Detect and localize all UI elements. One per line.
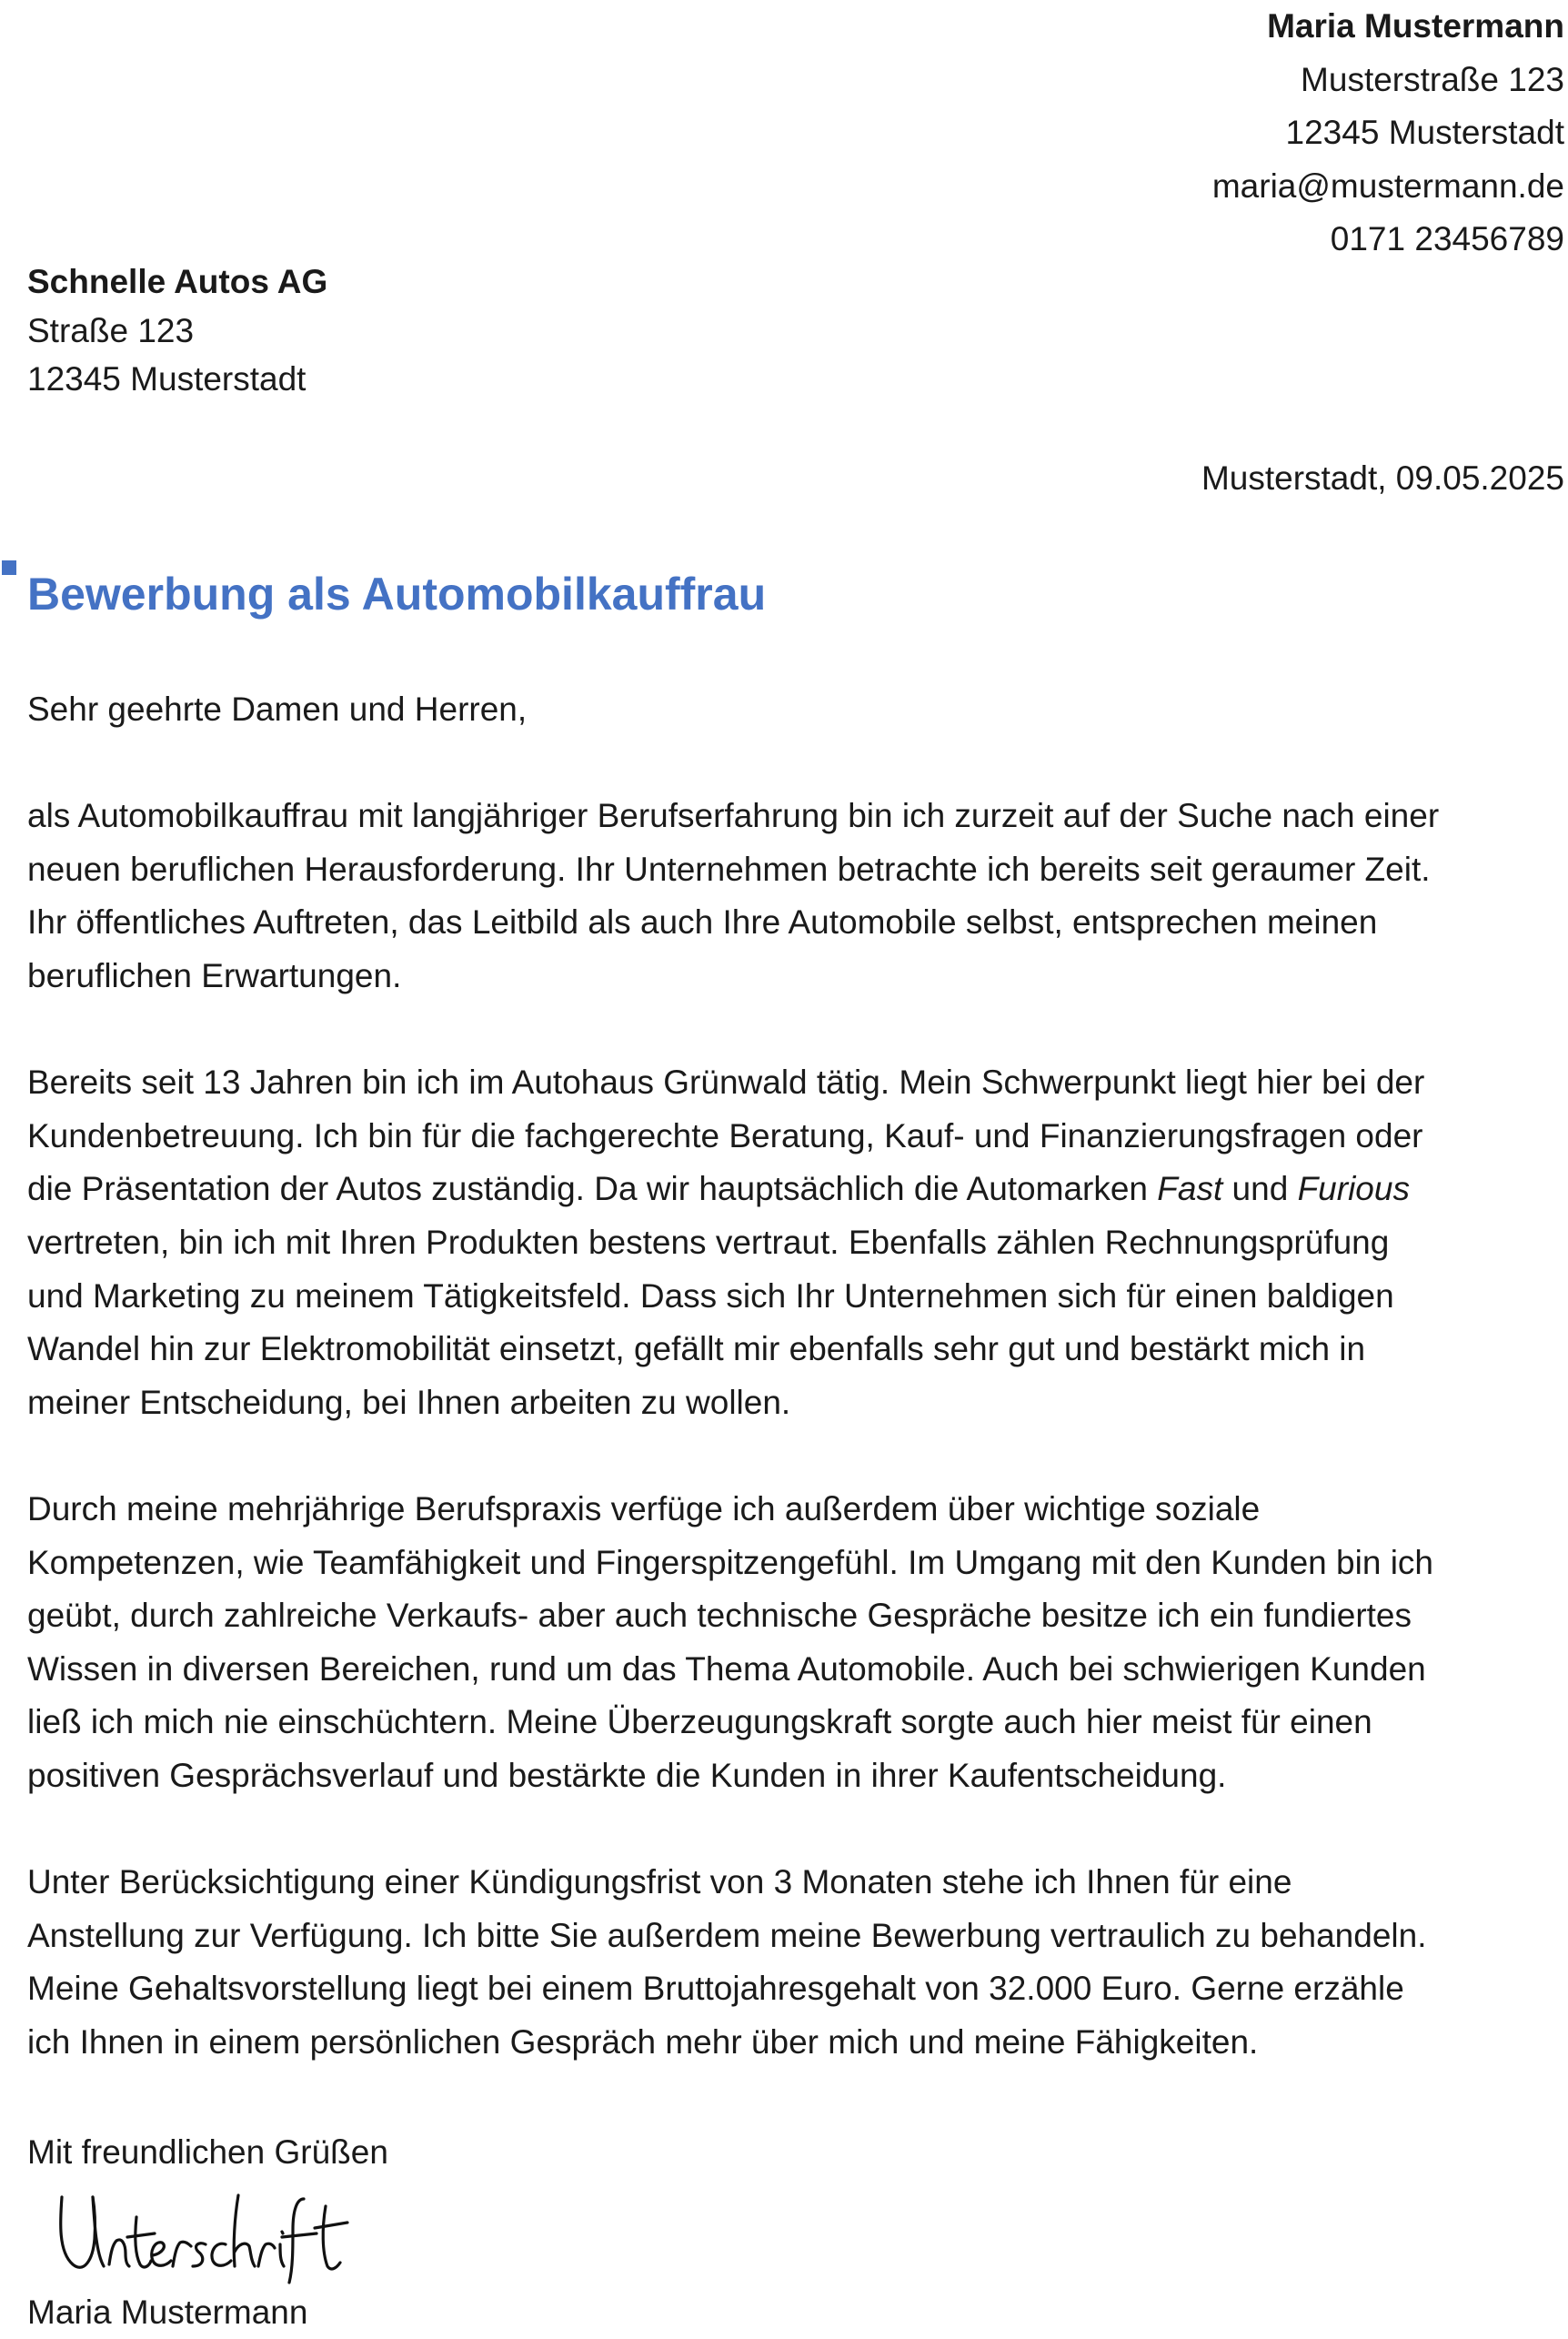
closing: Mit freundlichen Grüßen [27, 2133, 388, 2171]
recipient-address-block [27, 257, 327, 404]
body-line: Durch meine mehrjährige Berufspraxis verfüge ich außerdem über wichtige soziale [27, 1489, 1261, 1527]
body-line: beruflichen Erwartungen. [27, 956, 402, 994]
body-line: Unter Berücksichtigung einer Kündigungsfrist von 3 Monaten stehe ich Ihnen für eine [27, 1863, 1292, 1901]
body-line: meiner Entscheidung, bei Ihnen arbeiten zu wollen. [27, 1383, 791, 1421]
body-line: Kompetenzen, wie Teamfähigkeit und Fingerspitzengefühl. Im Umgang mit den Kunden bin ich [27, 1543, 1433, 1581]
body-line: Ihr öffentliches Auftreten, das Leitbild als auch Ihre Automobile selbst, entsprechen meinen [27, 903, 1378, 942]
sender-phone: 0171 23456789 [1330, 220, 1564, 257]
body-line: neuen beruflichen Herausforderung. Ihr Unternehmen betrachte ich bereits seit geraumer Zeit. [27, 850, 1431, 888]
letter-body [27, 683, 1566, 2122]
recipient-street: Straße 123 [27, 311, 195, 349]
recipient-company: Schnelle Autos AG [27, 263, 328, 300]
body-line: Wissen in diversen Bereichen, rund um das Thema Automobile. Auch bei schwierigen Kunden [27, 1649, 1426, 1688]
body-line: Bereits seit 13 Jahren bin ich im Autohaus Grünwald tätig. Mein Schwerpunkt liegt hier bei der [27, 1064, 1425, 1102]
subject-block [27, 557, 766, 631]
paragraph-availability [27, 1856, 1566, 2069]
brand-name-furious: Furious [1297, 1170, 1410, 1208]
body-line: Wandel hin zur Elektromobilität einsetzt, gefällt mir ebenfalls sehr gut und bestärkt mich in [27, 1330, 1366, 1368]
handwritten-signature [53, 2181, 362, 2290]
letter-date: Musterstadt, 09.05.2025 [1201, 459, 1564, 497]
body-line: ließ ich mich nie einschüchtern. Meine Überzeugungskraft sorgte auch hier meist für einen [27, 1703, 1372, 1741]
body-line: Meine Gehaltsvorstellung liegt bei einem Bruttojahresgehalt von 32.000 Euro. Gerne erzähle [27, 1970, 1404, 2008]
sender-address-block [1212, 0, 1564, 267]
body-line: Kundenbetreuung. Ich bin für die fachgerechte Beratung, Kauf- und Finanzierungsfragen oder [27, 1116, 1423, 1154]
body-line: geübt, durch zahlreiche Verkaufs- aber auch technische Gespräche besitze ich ein fundiertes [27, 1597, 1412, 1635]
body-text-segment: und [1222, 1170, 1298, 1208]
heading-marker-icon [2, 560, 16, 575]
signed-name: Maria Mustermann [27, 2294, 308, 2331]
body-text-segment: die Präsentation der Autos zuständig. Da wir hauptsächlich die Automarken [27, 1170, 1158, 1208]
paragraph-experience [27, 1056, 1566, 1429]
body-line: Anstellung zur Verfügung. Ich bitte Sie außerdem meine Bewerbung vertraulich zu behandeln. [27, 1916, 1427, 1954]
body-line: vertreten, bin ich mit Ihren Produkten bestens vertraut. Ebenfalls zählen Rechnungsprüfung [27, 1223, 1390, 1261]
body-line [27, 1163, 1566, 1216]
body-line: positiven Gesprächsverlauf und bestärkte die Kunden in ihrer Kaufentscheidung. [27, 1756, 1227, 1794]
recipient-city: 12345 Musterstadt [27, 360, 307, 398]
sender-email[interactable]: maria@mustermann.de [1211, 166, 1564, 205]
brand-name-fast: Fast [1157, 1170, 1223, 1208]
sender-street: Musterstraße 123 [1301, 60, 1564, 98]
subject-heading: Bewerbung als Automobilkauffrau [27, 569, 767, 620]
letter-page [27, 0, 1566, 2329]
body-line: als Automobilkauffrau mit langjähriger Berufserfahrung bin ich zurzeit auf der Suche nach einer [27, 797, 1440, 835]
sender-name: Maria Mustermann [1267, 7, 1564, 45]
sender-city: 12345 Musterstadt [1285, 114, 1564, 151]
salutation: Sehr geehrte Damen und Herren, [27, 691, 528, 728]
paragraph-intro [27, 790, 1566, 1003]
paragraph-skills [27, 1483, 1566, 1803]
body-line: ich Ihnen in einem persönlichen Gespräch mehr über mich und meine Fähigkeiten. [27, 2022, 1259, 2061]
body-line: und Marketing zu meinem Tätigkeitsfeld. Dass sich Ihr Unternehmen sich für einen baldigen [27, 1276, 1394, 1315]
